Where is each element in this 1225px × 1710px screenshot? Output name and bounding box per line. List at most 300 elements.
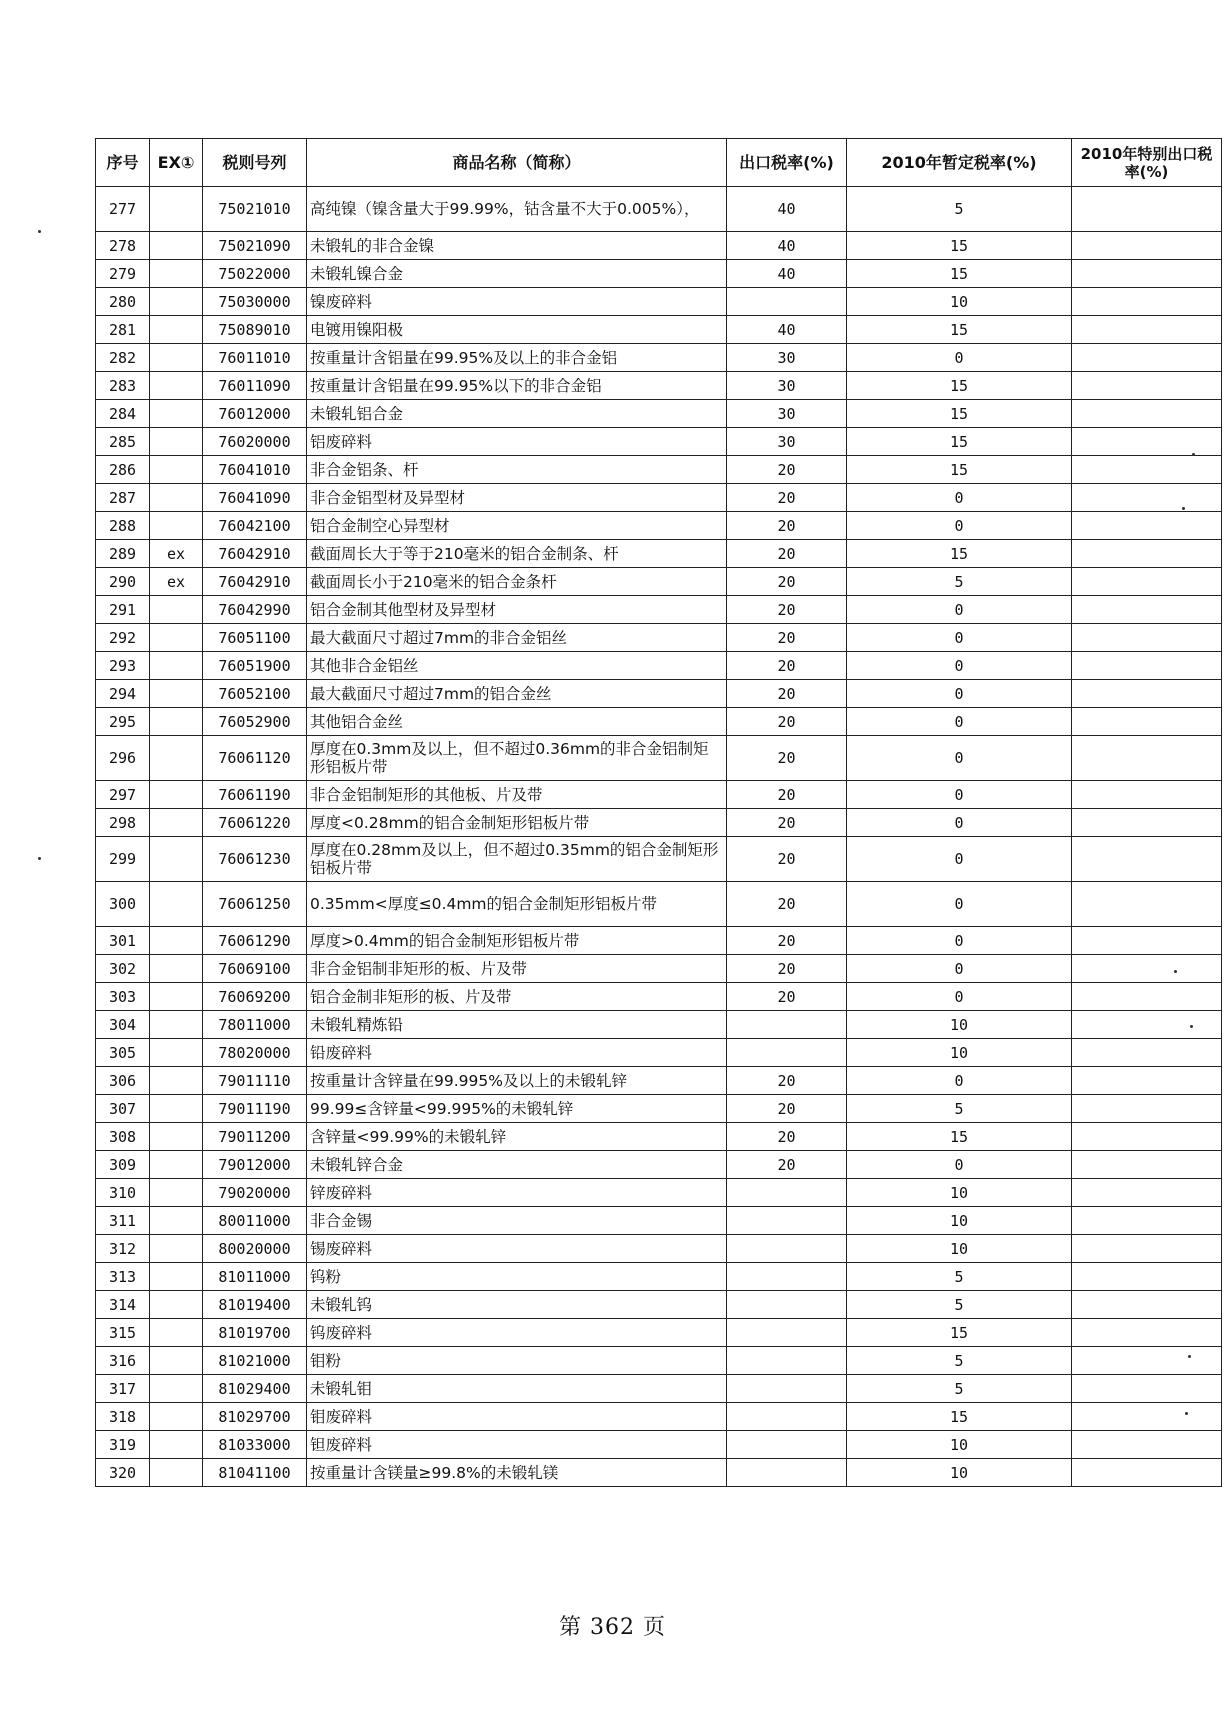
cell-temp-rate: 10	[847, 288, 1072, 316]
table-row	[96, 1347, 1222, 1375]
cell-seq: 284	[96, 400, 150, 428]
cell-ex	[150, 781, 203, 809]
cell-ex	[150, 1011, 203, 1039]
cell-ex	[150, 882, 203, 927]
cell-temp-rate: 5	[847, 1347, 1072, 1375]
table-row	[96, 512, 1222, 540]
cell-tariff-code: 81021000	[203, 1347, 307, 1375]
cell-ex	[150, 652, 203, 680]
cell-tariff-code: 75021090	[203, 232, 307, 260]
cell-special-rate	[1072, 232, 1222, 260]
cell-ex	[150, 260, 203, 288]
cell-special-rate	[1072, 1291, 1222, 1319]
table-row	[96, 927, 1222, 955]
cell-ex	[150, 187, 203, 232]
cell-ex	[150, 1431, 203, 1459]
cell-product-name: 钨废碎料	[307, 1319, 727, 1347]
cell-temp-rate: 0	[847, 652, 1072, 680]
cell-seq: 301	[96, 927, 150, 955]
cell-product-name: 非合金铝制矩形的其他板、片及带	[307, 781, 727, 809]
cell-export-rate: 20	[727, 955, 847, 983]
cell-product-name: 其他铝合金丝	[307, 708, 727, 736]
table-row	[96, 344, 1222, 372]
cell-ex	[150, 708, 203, 736]
table-row	[96, 882, 1222, 927]
cell-ex	[150, 1067, 203, 1095]
cell-seq: 313	[96, 1263, 150, 1291]
header-seq: 序号	[96, 139, 150, 187]
cell-tariff-code: 80020000	[203, 1235, 307, 1263]
cell-export-rate: 20	[727, 809, 847, 837]
table-row	[96, 540, 1222, 568]
cell-seq: 304	[96, 1011, 150, 1039]
cell-product-name: 未锻轧锌合金	[307, 1151, 727, 1179]
table-row	[96, 1431, 1222, 1459]
cell-ex	[150, 1123, 203, 1151]
cell-seq: 288	[96, 512, 150, 540]
cell-product-name: 铝合金制空心异型材	[307, 512, 727, 540]
cell-seq: 282	[96, 344, 150, 372]
cell-ex	[150, 288, 203, 316]
cell-product-name: 钼粉	[307, 1347, 727, 1375]
cell-export-rate: 20	[727, 1067, 847, 1095]
cell-ex	[150, 1291, 203, 1319]
cell-tariff-code: 76012000	[203, 400, 307, 428]
cell-product-name: 厚度>0.4mm的铝合金制矩形铝板片带	[307, 927, 727, 955]
page-number: 第 362 页	[559, 1615, 666, 1640]
cell-special-rate	[1072, 456, 1222, 484]
cell-seq: 300	[96, 882, 150, 927]
cell-export-rate: 20	[727, 456, 847, 484]
table-row	[96, 708, 1222, 736]
table-row	[96, 837, 1222, 882]
cell-seq: 295	[96, 708, 150, 736]
cell-export-rate	[727, 1235, 847, 1263]
cell-tariff-code: 81033000	[203, 1431, 307, 1459]
cell-ex	[150, 1235, 203, 1263]
scan-speck	[1192, 453, 1195, 456]
table-row	[96, 680, 1222, 708]
cell-tariff-code: 81011000	[203, 1263, 307, 1291]
cell-product-name: 截面周长小于210毫米的铝合金条杆	[307, 568, 727, 596]
cell-seq: 318	[96, 1403, 150, 1431]
cell-seq: 280	[96, 288, 150, 316]
table-row	[96, 1179, 1222, 1207]
cell-ex	[150, 1039, 203, 1067]
cell-seq: 292	[96, 624, 150, 652]
cell-export-rate	[727, 1263, 847, 1291]
table-row	[96, 596, 1222, 624]
table-row	[96, 1207, 1222, 1235]
table-row	[96, 1403, 1222, 1431]
cell-temp-rate: 15	[847, 428, 1072, 456]
table-row	[96, 316, 1222, 344]
cell-seq: 309	[96, 1151, 150, 1179]
cell-tariff-code: 81019700	[203, 1319, 307, 1347]
cell-ex	[150, 1207, 203, 1235]
cell-tariff-code: 79011110	[203, 1067, 307, 1095]
cell-temp-rate: 0	[847, 736, 1072, 781]
cell-temp-rate: 10	[847, 1039, 1072, 1067]
cell-seq: 316	[96, 1347, 150, 1375]
cell-tariff-code: 76020000	[203, 428, 307, 456]
cell-special-rate	[1072, 596, 1222, 624]
table-row	[96, 1151, 1222, 1179]
cell-temp-rate: 0	[847, 484, 1072, 512]
cell-product-name: 高纯镍（镍含量大于99.99%，钴含量不大于0.005%），	[307, 187, 727, 232]
cell-special-rate	[1072, 428, 1222, 456]
cell-temp-rate: 15	[847, 1123, 1072, 1151]
cell-export-rate	[727, 1319, 847, 1347]
cell-ex	[150, 1459, 203, 1487]
header-temp-rate: 2010年暂定税率(%)	[847, 139, 1072, 187]
cell-temp-rate: 15	[847, 456, 1072, 484]
cell-special-rate	[1072, 484, 1222, 512]
cell-export-rate	[727, 1431, 847, 1459]
table-row	[96, 484, 1222, 512]
cell-tariff-code: 81019400	[203, 1291, 307, 1319]
cell-seq: 312	[96, 1235, 150, 1263]
cell-ex	[150, 1151, 203, 1179]
cell-product-name: 钽废碎料	[307, 1431, 727, 1459]
cell-temp-rate: 5	[847, 1291, 1072, 1319]
scan-speck	[1185, 1412, 1188, 1415]
table-row	[96, 955, 1222, 983]
cell-product-name: 按重量计含镁量≥99.8%的未锻轧镁	[307, 1459, 727, 1487]
cell-temp-rate: 0	[847, 809, 1072, 837]
cell-export-rate: 20	[727, 512, 847, 540]
table-row	[96, 736, 1222, 781]
table-row	[96, 260, 1222, 288]
header-export-rate: 出口税率(%)	[727, 139, 847, 187]
cell-temp-rate: 15	[847, 232, 1072, 260]
cell-seq: 314	[96, 1291, 150, 1319]
cell-export-rate	[727, 1459, 847, 1487]
cell-seq: 306	[96, 1067, 150, 1095]
cell-temp-rate: 5	[847, 1375, 1072, 1403]
cell-ex	[150, 736, 203, 781]
cell-export-rate: 30	[727, 372, 847, 400]
cell-ex: ex	[150, 540, 203, 568]
cell-special-rate	[1072, 955, 1222, 983]
cell-temp-rate: 5	[847, 1095, 1072, 1123]
cell-tariff-code: 75021010	[203, 187, 307, 232]
cell-special-rate	[1072, 652, 1222, 680]
table-row	[96, 1263, 1222, 1291]
cell-special-rate	[1072, 400, 1222, 428]
cell-temp-rate: 0	[847, 680, 1072, 708]
cell-tariff-code: 76051100	[203, 624, 307, 652]
cell-ex	[150, 596, 203, 624]
cell-product-name: 铝废碎料	[307, 428, 727, 456]
table-row	[96, 1291, 1222, 1319]
cell-temp-rate: 5	[847, 568, 1072, 596]
cell-product-name: 铝合金制其他型材及异型材	[307, 596, 727, 624]
cell-ex	[150, 1095, 203, 1123]
cell-product-name: 镍废碎料	[307, 288, 727, 316]
cell-product-name: 99.99≤含锌量<99.995%的未锻轧锌	[307, 1095, 727, 1123]
table-row	[96, 983, 1222, 1011]
cell-export-rate: 20	[727, 1151, 847, 1179]
cell-temp-rate: 15	[847, 260, 1072, 288]
cell-special-rate	[1072, 1403, 1222, 1431]
cell-special-rate	[1072, 1347, 1222, 1375]
cell-tariff-code: 75030000	[203, 288, 307, 316]
cell-export-rate: 40	[727, 187, 847, 232]
cell-product-name: 铝合金制非矩形的板、片及带	[307, 983, 727, 1011]
cell-special-rate	[1072, 372, 1222, 400]
table-body	[96, 187, 1222, 1487]
header-row	[96, 139, 1222, 187]
cell-temp-rate: 0	[847, 983, 1072, 1011]
cell-product-name: 未锻轧钨	[307, 1291, 727, 1319]
cell-special-rate	[1072, 1123, 1222, 1151]
cell-seq: 315	[96, 1319, 150, 1347]
cell-seq: 317	[96, 1375, 150, 1403]
cell-tariff-code: 76011010	[203, 344, 307, 372]
cell-export-rate: 30	[727, 400, 847, 428]
cell-tariff-code: 76061250	[203, 882, 307, 927]
table-row	[96, 428, 1222, 456]
cell-tariff-code: 79011190	[203, 1095, 307, 1123]
cell-ex	[150, 837, 203, 882]
cell-tariff-code: 76061290	[203, 927, 307, 955]
cell-special-rate	[1072, 624, 1222, 652]
cell-export-rate: 20	[727, 680, 847, 708]
cell-export-rate	[727, 1347, 847, 1375]
table-row	[96, 1011, 1222, 1039]
header-special-rate: 2010年特别出口税率(%)	[1072, 139, 1222, 187]
cell-export-rate: 40	[727, 232, 847, 260]
cell-tariff-code: 76061190	[203, 781, 307, 809]
table-row	[96, 568, 1222, 596]
cell-product-name: 按重量计含锌量在99.995%及以上的未锻轧锌	[307, 1067, 727, 1095]
table-row	[96, 652, 1222, 680]
header-name: 商品名称（简称）	[307, 139, 727, 187]
cell-seq: 307	[96, 1095, 150, 1123]
cell-export-rate: 20	[727, 596, 847, 624]
cell-product-name: 未锻轧精炼铅	[307, 1011, 727, 1039]
cell-export-rate	[727, 1039, 847, 1067]
cell-temp-rate: 15	[847, 372, 1072, 400]
cell-product-name: 按重量计含铝量在99.95%以下的非合金铝	[307, 372, 727, 400]
cell-ex	[150, 983, 203, 1011]
table-row	[96, 400, 1222, 428]
cell-seq: 310	[96, 1179, 150, 1207]
cell-tariff-code: 76069100	[203, 955, 307, 983]
cell-special-rate	[1072, 781, 1222, 809]
cell-temp-rate: 0	[847, 1151, 1072, 1179]
table-row	[96, 809, 1222, 837]
table-row	[96, 372, 1222, 400]
cell-temp-rate: 0	[847, 596, 1072, 624]
cell-tariff-code: 76041010	[203, 456, 307, 484]
cell-temp-rate: 10	[847, 1431, 1072, 1459]
cell-ex	[150, 428, 203, 456]
cell-seq: 303	[96, 983, 150, 1011]
cell-seq: 296	[96, 736, 150, 781]
cell-export-rate: 20	[727, 540, 847, 568]
cell-tariff-code: 76042910	[203, 568, 307, 596]
cell-ex	[150, 232, 203, 260]
cell-seq: 319	[96, 1431, 150, 1459]
cell-product-name: 非合金铝型材及异型材	[307, 484, 727, 512]
cell-temp-rate: 0	[847, 927, 1072, 955]
cell-tariff-code: 76061230	[203, 837, 307, 882]
cell-product-name: 0.35mm<厚度≤0.4mm的铝合金制矩形铝板片带	[307, 882, 727, 927]
cell-product-name: 锡废碎料	[307, 1235, 727, 1263]
cell-tariff-code: 76042990	[203, 596, 307, 624]
table-row	[96, 187, 1222, 232]
cell-seq: 320	[96, 1459, 150, 1487]
cell-seq: 293	[96, 652, 150, 680]
cell-seq: 299	[96, 837, 150, 882]
cell-temp-rate: 0	[847, 1067, 1072, 1095]
cell-special-rate	[1072, 1151, 1222, 1179]
cell-export-rate: 20	[727, 568, 847, 596]
table-row	[96, 456, 1222, 484]
cell-tariff-code: 79020000	[203, 1179, 307, 1207]
cell-tariff-code: 76051900	[203, 652, 307, 680]
cell-product-name: 钼废碎料	[307, 1403, 727, 1431]
cell-product-name: 非合金铝制非矩形的板、片及带	[307, 955, 727, 983]
cell-special-rate	[1072, 187, 1222, 232]
cell-seq: 277	[96, 187, 150, 232]
cell-product-name: 按重量计含铝量在99.95%及以上的非合金铝	[307, 344, 727, 372]
cell-export-rate: 30	[727, 428, 847, 456]
scan-speck	[1182, 507, 1185, 510]
cell-tariff-code: 81029400	[203, 1375, 307, 1403]
cell-special-rate	[1072, 1263, 1222, 1291]
cell-export-rate: 20	[727, 708, 847, 736]
cell-temp-rate: 10	[847, 1459, 1072, 1487]
cell-seq: 297	[96, 781, 150, 809]
cell-special-rate	[1072, 809, 1222, 837]
cell-temp-rate: 0	[847, 955, 1072, 983]
cell-special-rate	[1072, 708, 1222, 736]
cell-export-rate	[727, 1403, 847, 1431]
cell-product-name: 电镀用镍阳极	[307, 316, 727, 344]
cell-tariff-code: 76042100	[203, 512, 307, 540]
cell-tariff-code: 76042910	[203, 540, 307, 568]
cell-export-rate: 20	[727, 484, 847, 512]
cell-product-name: 铅废碎料	[307, 1039, 727, 1067]
cell-product-name: 未锻轧钼	[307, 1375, 727, 1403]
cell-tariff-code: 76061220	[203, 809, 307, 837]
cell-tariff-code: 79012000	[203, 1151, 307, 1179]
cell-product-name: 未锻轧镍合金	[307, 260, 727, 288]
cell-seq: 311	[96, 1207, 150, 1235]
cell-export-rate	[727, 1011, 847, 1039]
cell-seq: 279	[96, 260, 150, 288]
cell-special-rate	[1072, 260, 1222, 288]
cell-special-rate	[1072, 1095, 1222, 1123]
cell-tariff-code: 81041100	[203, 1459, 307, 1487]
table-row	[96, 1459, 1222, 1487]
cell-special-rate	[1072, 983, 1222, 1011]
cell-ex	[150, 1319, 203, 1347]
cell-ex	[150, 680, 203, 708]
scan-speck	[1190, 1025, 1193, 1028]
cell-special-rate	[1072, 540, 1222, 568]
cell-tariff-code: 78011000	[203, 1011, 307, 1039]
cell-temp-rate: 0	[847, 344, 1072, 372]
header-ex: EX①	[150, 139, 203, 187]
cell-tariff-code: 76041090	[203, 484, 307, 512]
cell-export-rate: 20	[727, 1123, 847, 1151]
cell-special-rate	[1072, 1431, 1222, 1459]
cell-special-rate	[1072, 736, 1222, 781]
scan-speck	[38, 230, 41, 233]
cell-temp-rate: 10	[847, 1235, 1072, 1263]
cell-seq: 281	[96, 316, 150, 344]
cell-export-rate: 20	[727, 652, 847, 680]
cell-ex	[150, 1403, 203, 1431]
cell-seq: 289	[96, 540, 150, 568]
cell-tariff-code: 75022000	[203, 260, 307, 288]
cell-special-rate	[1072, 837, 1222, 882]
cell-seq: 285	[96, 428, 150, 456]
cell-temp-rate: 0	[847, 708, 1072, 736]
cell-temp-rate: 5	[847, 187, 1072, 232]
cell-export-rate	[727, 1375, 847, 1403]
cell-product-name: 厚度在0.28mm及以上，但不超过0.35mm的铝合金制矩形铝板片带	[307, 837, 727, 882]
cell-special-rate	[1072, 1011, 1222, 1039]
cell-temp-rate: 0	[847, 781, 1072, 809]
cell-ex: ex	[150, 568, 203, 596]
cell-product-name: 其他非合金铝丝	[307, 652, 727, 680]
cell-temp-rate: 15	[847, 1403, 1072, 1431]
cell-seq: 283	[96, 372, 150, 400]
cell-special-rate	[1072, 1067, 1222, 1095]
scan-speck	[38, 857, 41, 860]
cell-product-name: 截面周长大于等于210毫米的铝合金制条、杆	[307, 540, 727, 568]
cell-export-rate: 20	[727, 736, 847, 781]
cell-seq: 298	[96, 809, 150, 837]
cell-export-rate	[727, 288, 847, 316]
cell-ex	[150, 1347, 203, 1375]
cell-temp-rate: 15	[847, 540, 1072, 568]
table-row	[96, 1039, 1222, 1067]
cell-special-rate	[1072, 512, 1222, 540]
cell-ex	[150, 1263, 203, 1291]
cell-product-name: 非合金锡	[307, 1207, 727, 1235]
cell-temp-rate: 5	[847, 1263, 1072, 1291]
cell-temp-rate: 10	[847, 1011, 1072, 1039]
cell-product-name: 未锻轧的非合金镍	[307, 232, 727, 260]
cell-ex	[150, 372, 203, 400]
header-code: 税则号列	[203, 139, 307, 187]
cell-tariff-code: 81029700	[203, 1403, 307, 1431]
cell-tariff-code: 75089010	[203, 316, 307, 344]
cell-seq: 308	[96, 1123, 150, 1151]
cell-seq: 302	[96, 955, 150, 983]
scan-speck	[1188, 1355, 1191, 1358]
cell-export-rate	[727, 1207, 847, 1235]
cell-seq: 290	[96, 568, 150, 596]
cell-product-name: 非合金铝条、杆	[307, 456, 727, 484]
cell-export-rate	[727, 1291, 847, 1319]
cell-temp-rate: 0	[847, 512, 1072, 540]
cell-tariff-code: 76052900	[203, 708, 307, 736]
cell-ex	[150, 400, 203, 428]
cell-temp-rate: 15	[847, 1319, 1072, 1347]
table-header	[96, 139, 1222, 187]
cell-special-rate	[1072, 882, 1222, 927]
cell-tariff-code: 80011000	[203, 1207, 307, 1235]
cell-ex	[150, 1179, 203, 1207]
cell-ex	[150, 624, 203, 652]
